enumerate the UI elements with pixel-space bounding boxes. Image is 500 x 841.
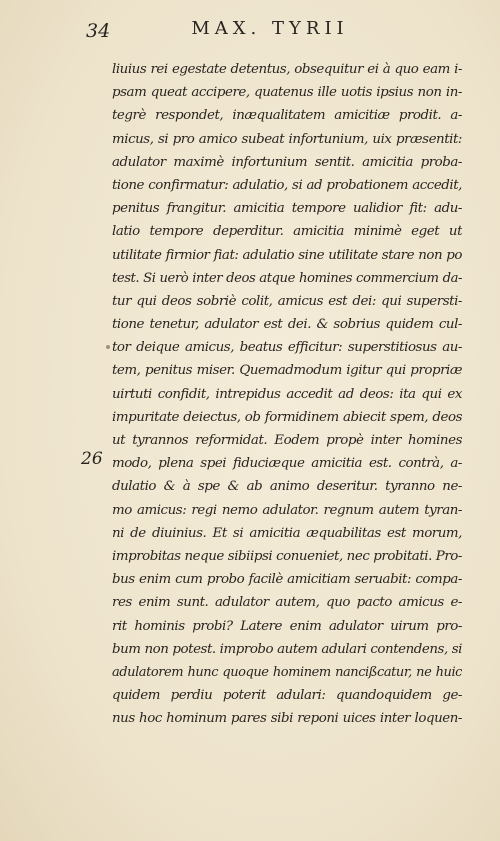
text-line: res enim sunt. adulator autem, quo pacto amicus e- [112, 595, 462, 611]
text-line: latio tempore deperditur. amicitia minimè eget ut [112, 224, 462, 240]
text-line: tione tenetur, adulator est dei. & sobrius quidem cul- [112, 317, 462, 333]
text-line: ni de diuinius. Et si amicitia æquabilitas est morum, [112, 525, 462, 541]
text-line: quidem perdiu poterit adulari: quandoquidem ge- [112, 688, 462, 704]
text-line: psam queat accipere, quatenus ille uotis ipsius non in- [112, 85, 462, 101]
text-line: bum non potest. improbo autem adulari contendens, si [112, 641, 462, 657]
text-line: adulator maximè infortunium sentit. amicitia proba- [112, 154, 462, 170]
text-line: tur qui deos sobriè colit, amicus est dei: qui supersti- [112, 293, 462, 309]
text-line: uirtuti confidit, intrepidus accedit ad deos: ita qui ex [112, 386, 462, 402]
body-text [112, 58, 462, 730]
text-line: modo, plena spei fiduciæque amicitia est. contrà, a- [112, 456, 462, 472]
text-line: dulatio & à spe & ab animo deseritur. tyranno ne- [112, 479, 462, 495]
text-line: ut tyrannos reformidat. Eodem propè inter homines [112, 433, 462, 448]
text-line: utilitate firmior fiat: adulatio sine utilitate stare non po [112, 247, 462, 263]
text-line: liuius rei egestate detentus, obsequitur ei à quo eam i- [112, 62, 462, 77]
text-line: micus, si pro amico subeat infortunium, uix præsentit: [112, 131, 462, 147]
text-line: nus hoc hominum pares sibi reponi uices inter loquen- [112, 711, 462, 727]
text-line: improbitas neque sibiipsi conueniet, nec probitati. Pro- [112, 548, 462, 564]
text-line: bus enim cum probo facilè amicitiam seruabit: compa- [112, 572, 462, 588]
text-line: tor deique amicus, beatus efficitur: superstitiosus au- [112, 340, 462, 356]
margin-note: 26 [81, 449, 103, 469]
text-line: impuritate deiectus, ob formidinem abiecit spem, deos [112, 409, 462, 425]
text-line: tem, penitus miser. Quemadmodum igitur qui propriæ [112, 363, 462, 379]
text-line: tegrè respondet, inæqualitatem amicitiæ prodit. a- [112, 108, 462, 124]
running-title: MAX. TYRII [191, 18, 349, 39]
text-line: tione confirmatur: adulatio, si ad probationem accedit, [112, 177, 462, 193]
text-line: penitus frangitur. amicitia tempore ualidior fit: adu- [112, 201, 462, 217]
text-line: rit hominis probi? Latere enim adulator uirum pro- [112, 618, 462, 634]
text-line: mo amicus: regi nemo adulator. regnum autem tyran- [112, 502, 462, 518]
text-line: test. Si uerò inter deos atque homines commercium da- [112, 270, 462, 286]
page-number: 34 [86, 20, 111, 42]
text-line: adulatorem hunc quoque hominem nancißcatur, ne huic [112, 664, 462, 680]
ink-spot [106, 345, 110, 349]
